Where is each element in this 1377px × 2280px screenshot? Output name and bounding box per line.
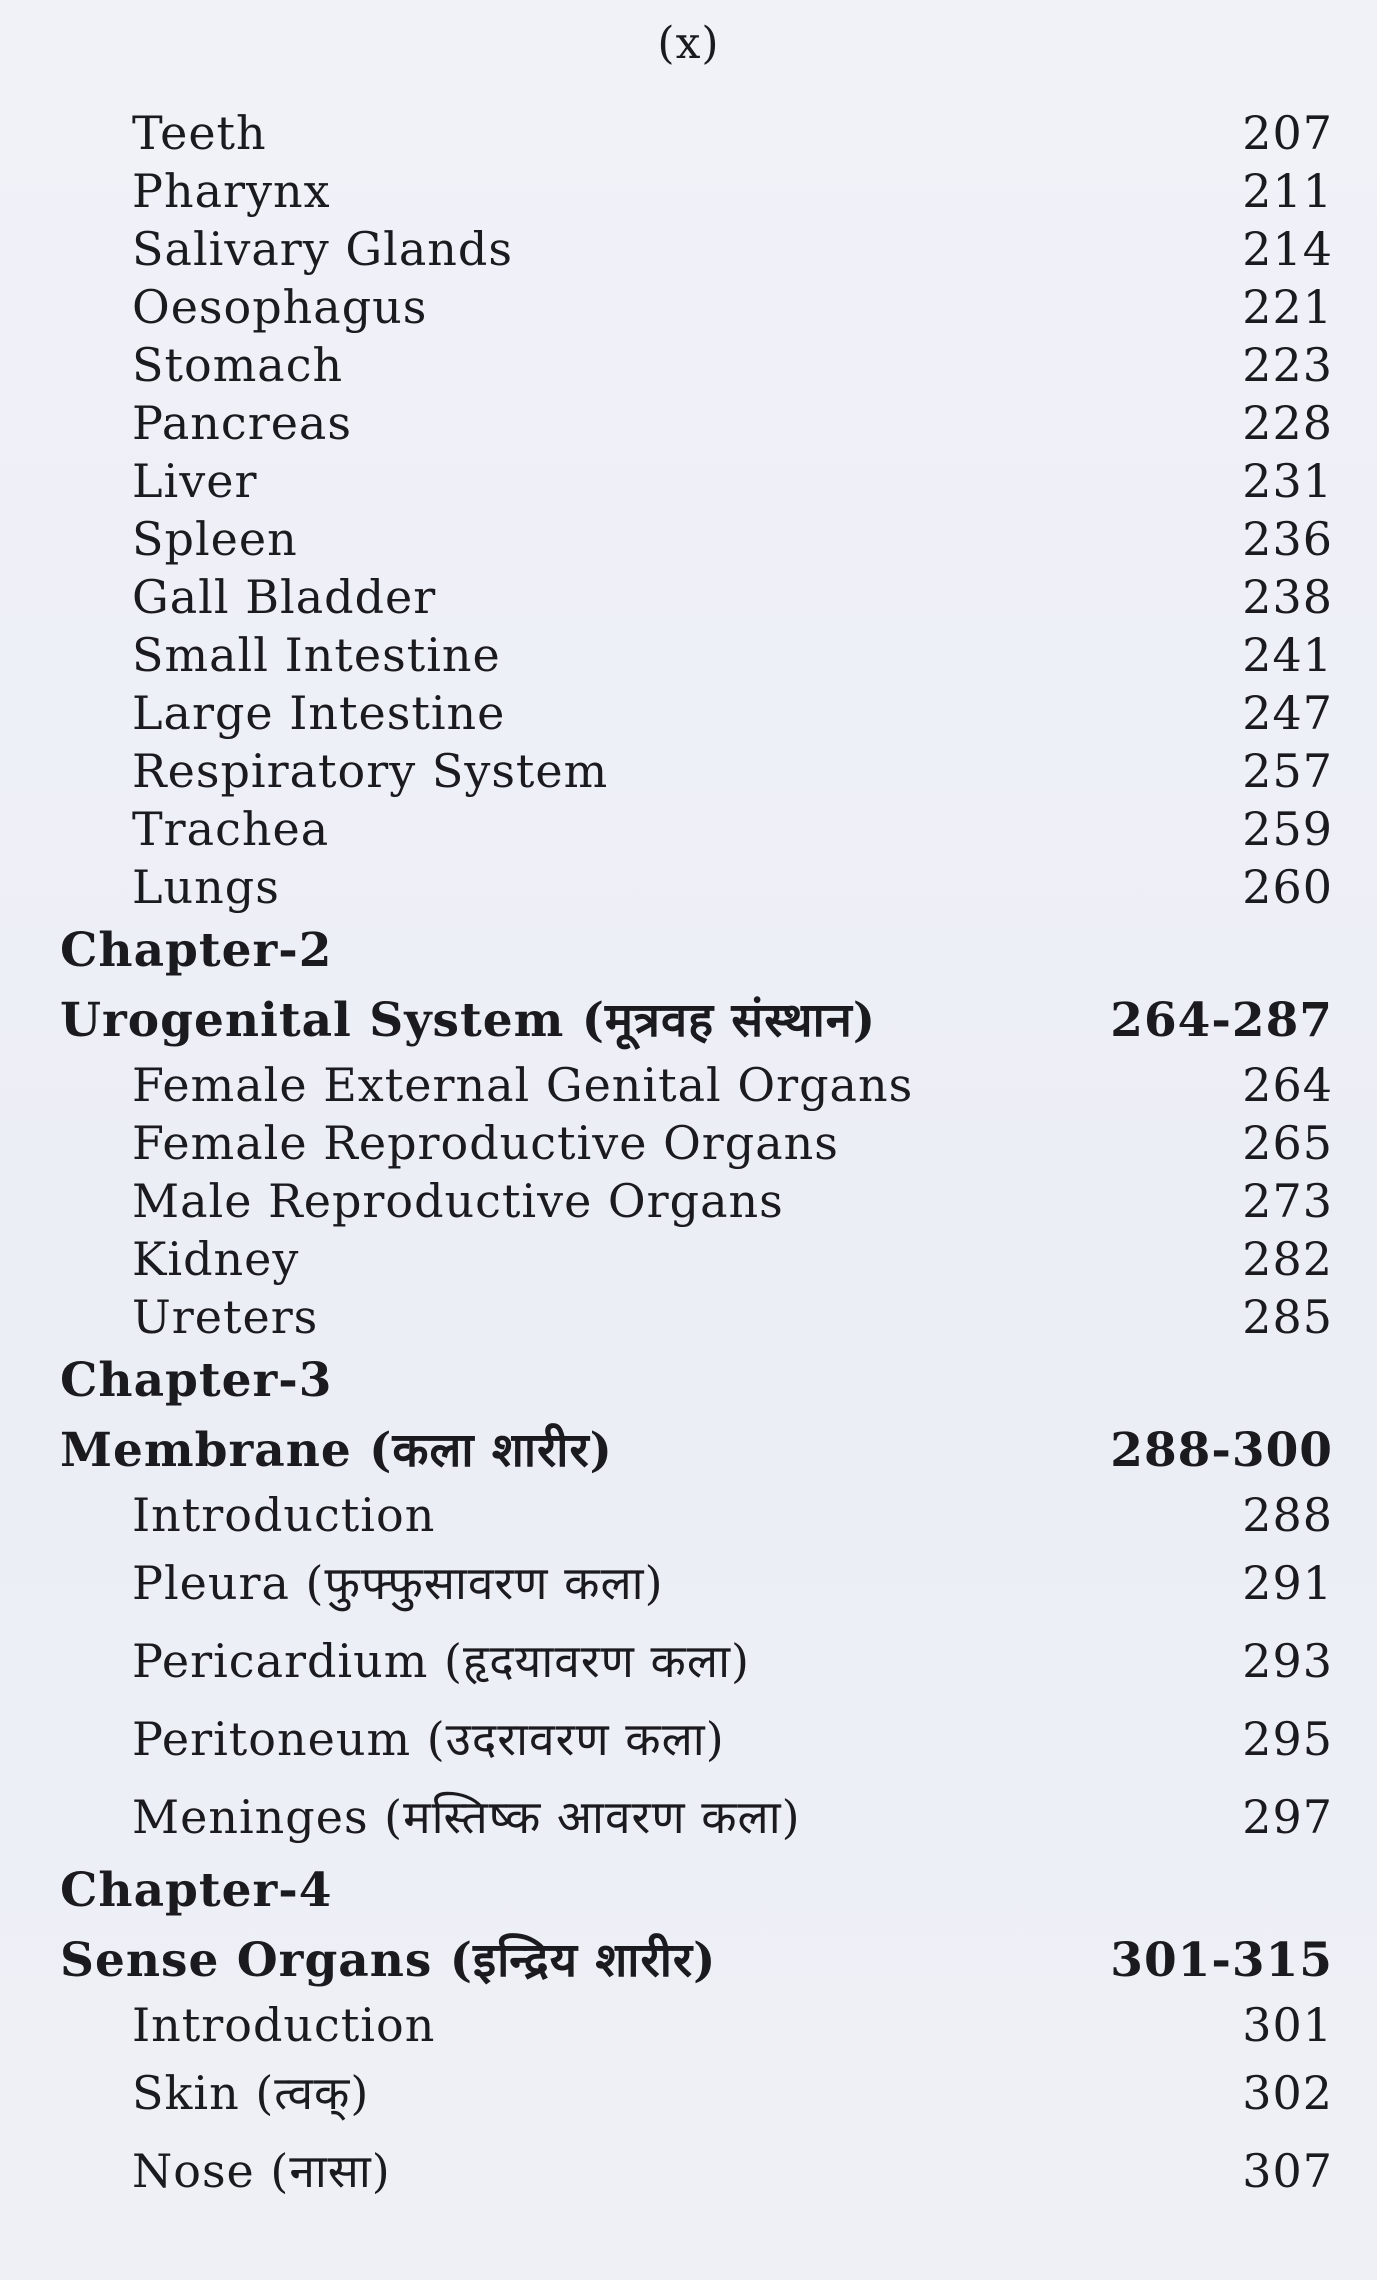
toc-entry-page: 264 [1242, 1058, 1333, 1112]
toc-entry-respiratory-system [0, 742, 1377, 800]
toc-entry-title: Salivary Glands [132, 222, 513, 276]
toc-entry-small-intestine [0, 626, 1377, 684]
toc-entry [0, 1996, 1377, 2054]
chapter-title: Membrane (कला शारीर) [60, 1423, 613, 1478]
toc-entry-title: Small Intestine [132, 628, 501, 682]
toc-entry-page: 223 [1242, 338, 1333, 392]
chapter-label: Chapter-2 [60, 923, 333, 978]
toc-entry-title: Meninges (मस्तिष्क आवरण कला) [132, 1790, 801, 1844]
toc-entry-page: 211 [1242, 164, 1333, 218]
toc-entry-teeth [0, 104, 1377, 162]
toc-entry-page: 285 [1242, 1290, 1333, 1344]
toc-entry-page: 214 [1242, 222, 1333, 276]
toc-entry-stomach [0, 336, 1377, 394]
toc-entry-liver [0, 452, 1377, 510]
toc-entry [0, 1114, 1377, 1172]
toc-entry-page: 247 [1242, 686, 1333, 740]
chapter-heading [0, 1926, 1377, 1996]
chapter-page-range: 264-287 [1110, 993, 1333, 1048]
toc-entry [0, 2132, 1377, 2210]
toc-entry-page: 293 [1242, 1634, 1333, 1688]
toc-entry-title: Pericardium (हृदयावरण कला) [132, 1634, 750, 1688]
toc-entry-large-intestine [0, 684, 1377, 742]
toc-entry-pharynx [0, 162, 1377, 220]
toc-entry-gall-bladder [0, 568, 1377, 626]
toc-entry-title: Peritoneum (उदरावरण कला) [132, 1712, 725, 1766]
toc-entry [0, 1288, 1377, 1346]
toc-entry [0, 1486, 1377, 1544]
chapter-page-range: 301-315 [1110, 1933, 1333, 1988]
toc-entry [0, 1230, 1377, 1288]
toc-entry [0, 1778, 1377, 1856]
toc-entry-page: 221 [1242, 280, 1333, 334]
toc-entry-title: Oesophagus [132, 280, 428, 334]
toc-entry [0, 2054, 1377, 2132]
toc-entry-title: Large Intestine [132, 686, 506, 740]
toc-entry-title: Skin (त्वक्) [132, 2066, 370, 2120]
toc-entry-page: 307 [1242, 2144, 1333, 2198]
toc-entry-title: Teeth [132, 106, 267, 160]
toc-entry-page: 207 [1242, 106, 1333, 160]
toc-entry-title: Female Reproductive Organs [132, 1116, 839, 1170]
toc-entry-spleen [0, 510, 1377, 568]
toc-entry-title: Respiratory System [132, 744, 609, 798]
toc-entry-trachea [0, 800, 1377, 858]
toc-entry-page: 257 [1242, 744, 1333, 798]
toc-entry [0, 1172, 1377, 1230]
chapter-label: Chapter-3 [60, 1353, 333, 1408]
toc-entry-title: Male Reproductive Organs [132, 1174, 784, 1228]
toc-entry-page: 288 [1242, 1488, 1333, 1542]
toc-entry-page: 297 [1242, 1790, 1333, 1844]
chapter-title: Sense Organs (इन्द्रिय शारीर) [60, 1933, 717, 1988]
toc-entry-page: 236 [1242, 512, 1333, 566]
toc-entry-title: Introduction [132, 1998, 436, 2052]
toc-entry-page: 265 [1242, 1116, 1333, 1170]
toc-entry-title: Introduction [132, 1488, 436, 1542]
toc-entry-title: Trachea [132, 802, 330, 856]
toc-entry-lungs [0, 858, 1377, 916]
toc-entry-title: Gall Bladder [132, 570, 437, 624]
toc-entry-title: Female External Genital Organs [132, 1058, 914, 1112]
toc-entry [0, 1056, 1377, 1114]
toc-entry-salivary-glands [0, 220, 1377, 278]
toc-entry-title: Lungs [132, 860, 280, 914]
toc-entry-title: Pharynx [132, 164, 331, 218]
chapter-label: Chapter-4 [60, 1863, 333, 1918]
toc-entry-title: Ureters [132, 1290, 319, 1344]
toc-entry-title: Liver [132, 454, 258, 508]
toc-entry [0, 1700, 1377, 1778]
toc-entry-pancreas [0, 394, 1377, 452]
toc-entry-title: Pleura (फुफ्फुसावरण कला) [132, 1556, 664, 1610]
toc-entry-title: Kidney [132, 1232, 300, 1286]
toc-entry-page: 241 [1242, 628, 1333, 682]
toc-entry-title: Nose (नासा) [132, 2144, 391, 2198]
chapter-heading [0, 986, 1377, 1056]
toc-entry [0, 1544, 1377, 1622]
toc-entry-page: 301 [1242, 1998, 1333, 2052]
toc-entry-page: 273 [1242, 1174, 1333, 1228]
toc-entry-page: 259 [1242, 802, 1333, 856]
toc-entry-page: 282 [1242, 1232, 1333, 1286]
toc-entry-page: 238 [1242, 570, 1333, 624]
chapter-heading [0, 1416, 1377, 1486]
page-number: (x) [657, 18, 720, 69]
toc-entry-page: 231 [1242, 454, 1333, 508]
toc-entry-page: 295 [1242, 1712, 1333, 1766]
toc-entry-title: Pancreas [132, 396, 352, 450]
toc-entry-title: Spleen [132, 512, 298, 566]
chapter-page-range: 288-300 [1110, 1423, 1333, 1478]
toc-entry-oesophagus [0, 278, 1377, 336]
toc-entry-page: 291 [1242, 1556, 1333, 1610]
toc-entry-page: 228 [1242, 396, 1333, 450]
toc-entry-title: Stomach [132, 338, 344, 392]
chapter-title: Urogenital System (मूत्रवह संस्थान) [60, 993, 877, 1048]
table-of-contents [0, 104, 1377, 2210]
toc-entry-page: 260 [1242, 860, 1333, 914]
toc-entry [0, 1622, 1377, 1700]
toc-entry-page: 302 [1242, 2066, 1333, 2120]
